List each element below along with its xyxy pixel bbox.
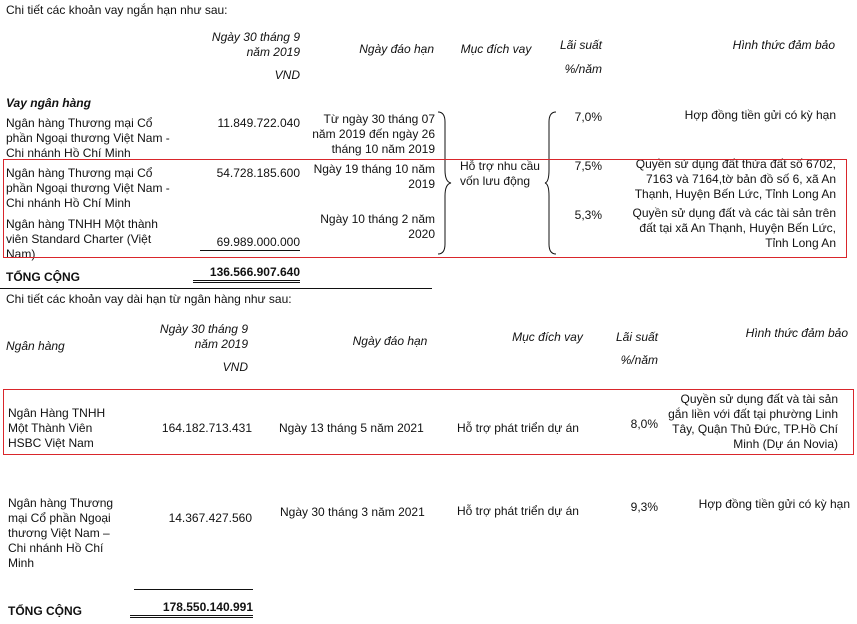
st-row-2-collateral-line: Thạnh, Huyện Bến Lức, Tỉnh Long An [634,187,836,201]
lt-row-1-collateral-line: Minh (Dự án Novia) [733,437,838,451]
st-row-1-bank-line: Ngân hàng Thương mại Cổ [6,116,153,130]
st-row-1-rate: 7,0% [574,110,602,124]
st-row-2-bank-line: Chi nhánh Hồ Chí Minh [6,196,131,210]
lt-row-2-purpose: Hỗ trợ phát triển dự án [457,504,579,518]
st-header-date-line1: Ngày 30 tháng 9 [211,30,300,44]
st-highlight-box [3,159,847,258]
short-term-intro: Chi tiết các khoản vay ngắn hạn như sau: [6,3,228,17]
lt-header-maturity: Ngày đáo hạn [352,334,428,348]
st-row-3-collateral-line: đất tại xã An Thạnh, Huyện Bến Lức, [639,221,836,235]
st-row-1-maturity-line: tháng 10 năm 2019 [331,142,435,156]
lt-header-purpose: Mục đích vay [512,330,583,344]
lt-row-2-bank-line: Minh [8,556,35,570]
st-header-date [190,30,300,83]
st-row-2-collateral-line: Quyền sử dụng đất thửa đất số 6702, [635,157,836,171]
lt-row-1-collateral-line: Tây, Quận Thủ Đức, TP.Hồ Chí [672,422,838,436]
lt-header-currency: VND [222,360,248,374]
st-total-label: TỔNG CỘNG [6,270,80,284]
lt-highlight-box [3,389,854,455]
lt-header-rate [600,330,658,368]
lt-row-1-rate: 8,0% [630,417,658,431]
lt-header-date-line2: năm 2019 [194,337,248,351]
st-purpose-line: Hỗ trợ nhu cầu [460,159,540,173]
lt-row-1-maturity: Ngày 13 tháng 5 năm 2021 [279,421,424,435]
st-header-purpose: Mục đích vay [460,42,532,56]
lt-row-2-amount: 14.367.427.560 [168,511,252,525]
lt-row-2-bank-line: mại Cổ phần Ngoại [8,511,111,525]
st-row-2-maturity-line: Ngày 19 tháng 10 năm [313,162,435,176]
st-row-3-bank-line: Ngân hàng TNHH Một thành [6,217,158,231]
st-row-2-bank-line: Ngân hàng Thương mại Cổ [6,166,153,180]
st-row-3-collateral-line: Tỉnh Long An [765,236,836,250]
st-row-1-maturity-line: Từ ngày 30 tháng 07 [323,112,435,126]
lt-row-2-bank-line: thương Việt Nam – [8,526,110,540]
section-divider [0,288,432,289]
st-row-2-rate: 7,5% [574,159,602,173]
st-row-2-bank-line: phần Ngoại thương Việt Nam - [6,181,170,195]
lt-row-1-collateral-line: gắn liền với đất tại phường Linh [668,407,838,421]
lt-row-1-purpose: Hỗ trợ phát triển dự án [457,421,579,435]
st-row-2-collateral-line: 7163 và 7164,tờ bản đồ số 6, xã An [645,172,836,186]
st-row-3-bank-line: Nam) [6,247,36,261]
lt-header-rate-unit: %/năm [620,353,658,367]
st-row-3-collateral-line: Quyền sử dụng đất và các tài sản trên [632,206,836,220]
st-header-date-line2: năm 2019 [246,45,300,59]
st-row-1-maturity [300,112,435,157]
st-row-2-maturity-line: 2019 [408,177,435,191]
st-header-currency: VND [274,68,300,82]
lt-header-rate-label: Lãi suất [615,330,658,344]
lt-row-1-collateral-line: Quyền sử dụng đất và tài sản [680,392,838,406]
st-section-title: Vay ngân hàng [6,96,91,110]
st-header-maturity: Ngày đáo hạn [359,42,434,56]
st-row-3-bank-line: viên Standard Charter (Việt [6,232,152,246]
st-total-amount: 136.566.907.640 [193,265,300,283]
lt-row-1-amount: 164.182.713.431 [161,421,252,435]
lt-row-2-rate: 9,3% [630,500,658,514]
lt-header-date [140,322,248,375]
st-row-1-maturity-line: năm 2019 đến ngày 26 [312,127,435,141]
lt-row-2-collateral: Hợp đồng tiền gửi có kỳ hạn [698,497,850,511]
st-header-rate-unit: %/năm [564,62,602,76]
lt-row-1-bank-line: Một Thành Viên [8,421,93,435]
lt-row-2-bank [8,496,148,571]
st-row-3-rate: 5,3% [574,208,602,222]
lt-row-1-bank-line: HSBC Việt Nam [8,436,94,450]
st-header-collateral: Hình thức đảm bảo [732,38,835,52]
lt-total-label: TỔNG CỘNG [8,604,82,618]
lt-total-amount: 178.550.140.991 [130,600,253,618]
st-row-1-amount: 11.849.722.040 [217,116,300,130]
long-term-intro: Chi tiết các khoản vay dài hạn từ ngân hàng như sau: [6,292,292,306]
st-header-rate [550,38,602,77]
st-row-3-maturity-line: 2020 [408,227,435,241]
lt-row-2-bank-line: Chi nhánh Hồ Chí [8,541,104,555]
lt-subtotal-line [134,589,253,590]
lt-row-1-bank-line: Ngân Hàng TNHH [8,406,106,420]
st-row-1-bank-line: phần Ngoại thương Việt Nam - [6,131,170,145]
st-row-1-collateral: Hợp đồng tiền gửi có kỳ hạn [684,108,836,122]
st-row-1-bank-line: Chi nhánh Hồ Chí Minh [6,146,131,160]
lt-header-date-line1: Ngày 30 tháng 9 [159,322,248,336]
st-row-1-bank [6,116,206,161]
st-row-3-amount: 69.989.000.000 [200,235,300,251]
lt-row-2-bank-line: Ngân hàng Thương [8,496,114,510]
lt-row-2-maturity: Ngày 30 tháng 3 năm 2021 [280,505,425,519]
lt-header-bank: Ngân hàng [6,339,65,353]
st-row-2-amount: 54.728.185.600 [216,166,300,180]
st-row-3-maturity-line: Ngày 10 tháng 2 năm [320,212,435,226]
st-header-rate-label: Lãi suất [559,38,602,52]
lt-header-collateral: Hình thức đảm bảo [745,326,848,340]
st-purpose-line: vốn lưu động [460,174,531,188]
